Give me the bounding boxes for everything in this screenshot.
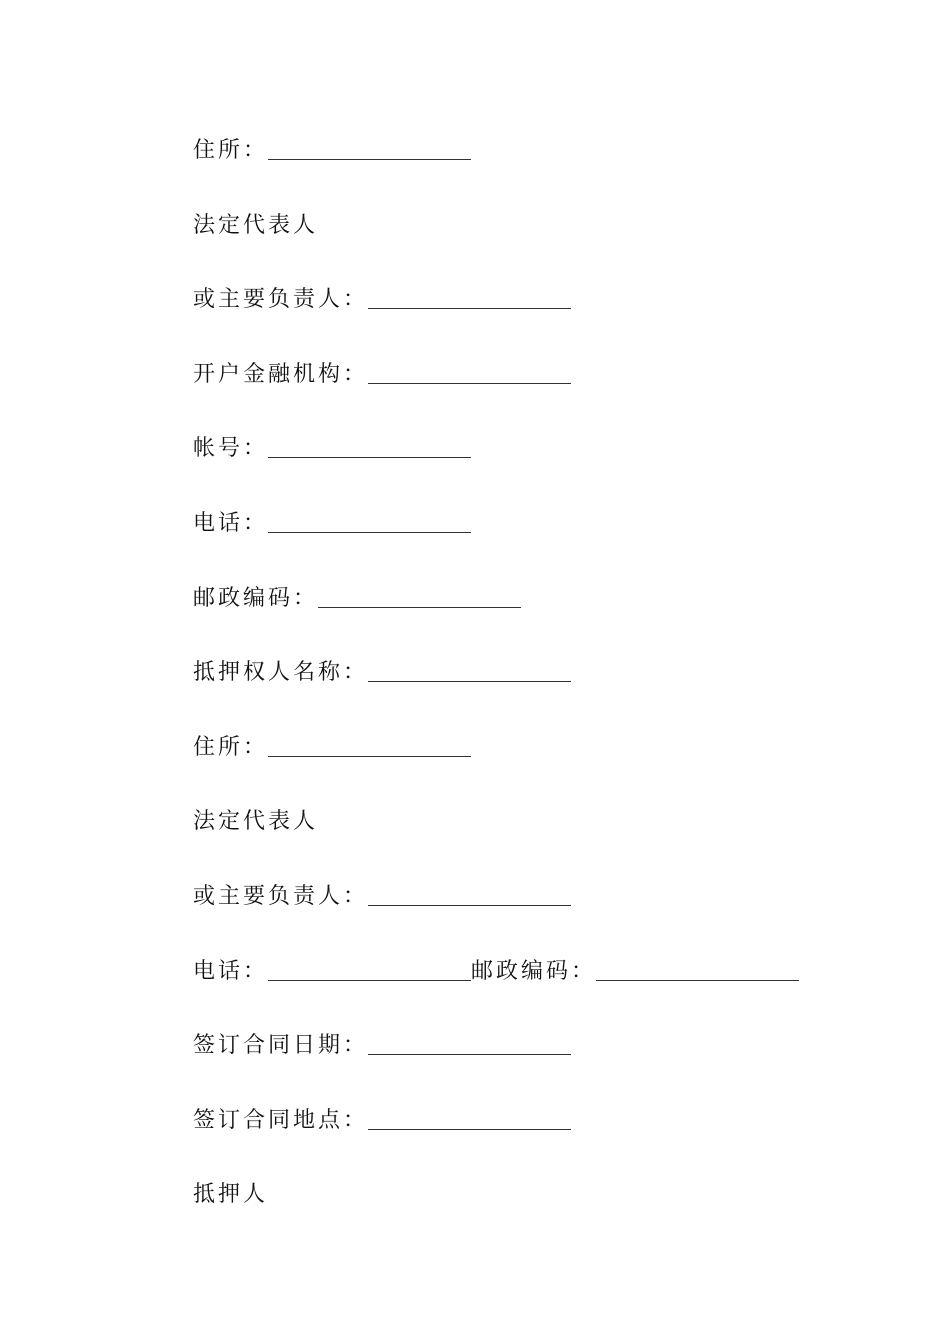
fill-blank[interactable] [268,506,471,533]
form-line-bank [193,357,893,432]
fill-blank[interactable] [268,954,471,981]
fill-blank[interactable] [268,730,471,757]
form-label: 电话： [193,958,269,984]
form-line-mortgagor [193,1177,893,1252]
fill-blank[interactable] [368,282,571,309]
form-line-phone-postcode [193,954,893,1029]
form-line-phone [193,506,893,581]
form-line-principal [193,282,893,357]
form-line-sign-place [193,1103,893,1178]
fill-blank[interactable] [368,1103,571,1130]
form-line-mortgagee-name [193,655,893,730]
fill-blank[interactable] [318,581,521,608]
fill-blank[interactable] [268,431,471,458]
form-line-address [193,133,893,208]
form-label: 开户金融机构： [193,361,369,387]
form-label: 邮政编码： [193,585,319,611]
form-line-account [193,431,893,506]
form-line-sign-date [193,1028,893,1103]
form-label: 法定代表人 [193,809,319,835]
fill-blank[interactable] [368,357,571,384]
form-label: 住所： [193,734,269,760]
form-label: 电话： [193,510,269,536]
fill-blank[interactable] [268,133,471,160]
form-label: 抵押权人名称： [193,660,369,686]
fill-blank[interactable] [368,1028,571,1055]
form-line-legal-rep [193,208,893,283]
form-label: 签订合同日期： [193,1033,369,1059]
form-line-principal-2 [193,879,893,954]
fill-blank[interactable] [596,954,799,981]
form-label: 住所： [193,138,269,163]
fill-blank[interactable] [368,655,571,682]
fill-blank[interactable] [368,879,571,906]
form-label: 邮政编码： [471,958,597,984]
form-label: 抵押人 [193,1182,269,1208]
form-lines [193,133,893,1252]
form-line-legal-rep-2 [193,804,893,879]
form-label: 帐号： [193,436,269,462]
form-line-address-2 [193,730,893,805]
form-label: 或主要负责人： [193,287,369,313]
form-label: 法定代表人 [193,212,319,238]
form-label: 签订合同地点： [193,1107,369,1133]
form-line-postcode [193,581,893,656]
form-label: 或主要负责人： [193,883,369,909]
